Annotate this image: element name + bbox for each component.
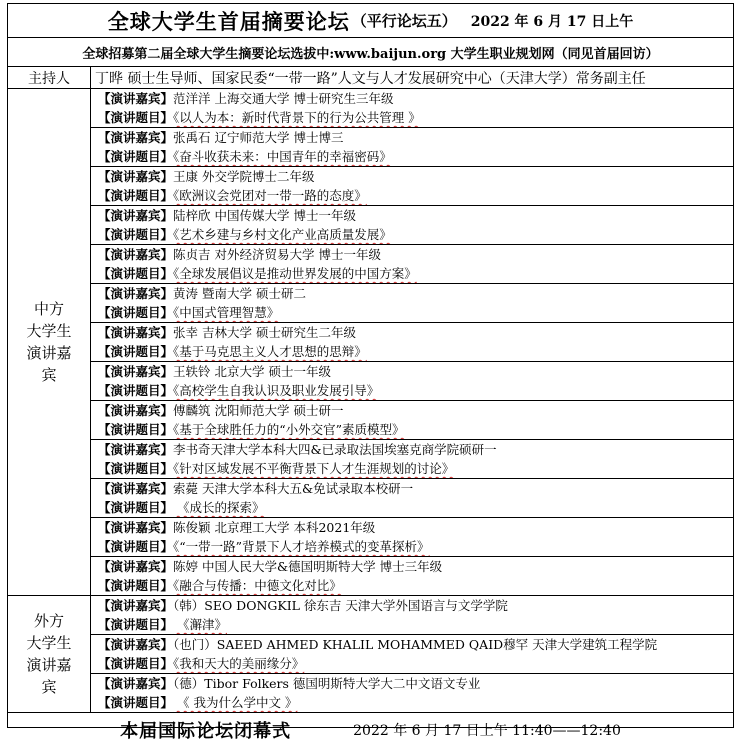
foreign-speaker-list: [91, 596, 733, 712]
speaker-entry: [91, 128, 733, 167]
speaker-tag: 【演讲嘉宾】: [98, 247, 174, 262]
speaker-info: （也门）SAEED AHMED KHALIL MOHAMMED QAID穆罕 天津大学建筑工程学院: [173, 637, 658, 652]
speaker-tag: 【演讲嘉宾】: [98, 91, 174, 106]
speaker-tag: 【演讲嘉宾】: [98, 481, 174, 496]
speaker-info: 黄涛 暨南大学 硕士研二: [173, 286, 306, 301]
speaker-tag: 【演讲嘉宾】: [98, 442, 174, 457]
recruitment-text: 全球招募第二届全球大学生摘要论坛选拔中:www.baijun.org 大学生职业规划网（同见首届回访）: [82, 46, 659, 62]
speaker-tag: 【演讲嘉宾】: [98, 130, 174, 145]
talk-topic: 《以人为本：新时代背景下的行为公共管理 》: [173, 110, 421, 125]
talk-topic: 《全球发展倡议是推动世界发展的中国方案》: [173, 266, 417, 281]
speaker-entry: [91, 596, 733, 635]
topic-line: [91, 654, 733, 673]
topic-line: [91, 303, 733, 322]
host-label: 主持人: [8, 67, 91, 88]
speaker-line: [91, 245, 733, 264]
speaker-tag: 【演讲嘉宾】: [98, 598, 174, 613]
speaker-tag: 【演讲嘉宾】: [98, 520, 174, 535]
speaker-line: [91, 674, 733, 693]
foreign-section-label-line: 演讲嘉: [26, 656, 72, 674]
closing-title: 本届国际论坛闭幕式: [120, 720, 292, 742]
speaker-line: [91, 89, 733, 108]
speaker-entry: [91, 674, 733, 712]
speaker-entry: [91, 635, 733, 674]
chinese-section-label-line: 大学生: [26, 322, 72, 340]
topic-line: [91, 108, 733, 127]
speaker-tag: 【演讲嘉宾】: [98, 403, 174, 418]
topic-line: [91, 264, 733, 283]
topic-line: [91, 147, 733, 166]
speaker-info: 李书奇天津大学本科大四&已录取法国埃塞克商学院硕研一: [173, 442, 497, 457]
talk-topic: 《欧洲议会党团对一带一路的态度》: [173, 188, 367, 203]
talk-topic: 《“一带一路”背景下人才培养模式的变革探析》: [173, 539, 430, 554]
topic-line: [91, 342, 733, 361]
speaker-tag: 【演讲嘉宾】: [98, 637, 174, 652]
topic-tag: 【演讲题目】: [98, 305, 174, 320]
speaker-tag: 【演讲嘉宾】: [98, 364, 174, 379]
topic-tag: 【演讲题目】: [98, 266, 174, 281]
speaker-entry: [91, 284, 733, 323]
speaker-line: [91, 128, 733, 147]
speaker-entry: [91, 362, 733, 401]
speaker-entry: [91, 479, 733, 518]
talk-topic: 《基于马克思主义人才思想的思辩》: [173, 344, 367, 359]
talk-topic: 《高校学生自我认识及职业发展引导》: [173, 383, 380, 398]
foreign-section-label: [8, 596, 91, 712]
speaker-line: [91, 167, 733, 186]
host-row: [8, 67, 733, 89]
talk-topic: 《成长的探索》: [173, 500, 265, 515]
speaker-line: [91, 401, 733, 420]
topic-tag: 【演讲题目】: [98, 149, 174, 164]
topic-line: [91, 420, 733, 439]
talk-topic: 《基于全球胜任力的“小外交官”素质模型》: [173, 422, 405, 437]
topic-line: [91, 381, 733, 400]
host-text: 丁晔 硕士生导师、国家民委“一带一路”人文与人才发展研究中心（天津大学）常务副主任: [95, 70, 646, 87]
speaker-info: 王康 外交学院博士二年级: [173, 169, 315, 184]
topic-tag: 【演讲题目】: [98, 578, 174, 593]
topic-tag: 【演讲题目】: [98, 344, 174, 359]
topic-tag: 【演讲题目】: [98, 227, 174, 242]
talk-topic: 《 我为什么学中文 》: [173, 695, 298, 710]
speaker-info: （德）Tibor Folkers 德国明斯特大学大二中文语文专业: [173, 676, 481, 691]
speaker-line: [91, 440, 733, 459]
topic-tag: 【演讲题目】: [98, 500, 174, 515]
chinese-speakers-section: [8, 89, 733, 596]
speaker-tag: 【演讲嘉宾】: [98, 286, 174, 301]
speaker-entry: [91, 167, 733, 206]
speaker-entry: [91, 206, 733, 245]
talk-topic: 《奋斗收获未来：中国青年的幸福密码》: [173, 149, 392, 164]
speaker-tag: 【演讲嘉宾】: [98, 208, 174, 223]
topic-line: [91, 459, 733, 478]
chinese-speaker-list: [91, 89, 733, 595]
foreign-speakers-section: [8, 596, 733, 713]
speaker-tag: 【演讲嘉宾】: [98, 325, 174, 340]
closing-time: 2022 年 6 月 17 日上午 11:40——12:40: [353, 722, 621, 739]
speaker-info: 陈俊颖 北京理工大学 本科2021年级: [173, 520, 376, 535]
forum-date: 2022 年 6 月 17 日上午: [470, 13, 634, 30]
speaker-info: 陈婷 中国人民大学&德国明斯特大学 博士三年级: [173, 559, 443, 574]
speaker-tag: 【演讲嘉宾】: [98, 676, 174, 691]
topic-tag: 【演讲题目】: [98, 695, 174, 710]
topic-tag: 【演讲题目】: [98, 110, 174, 125]
speaker-info: 陆梓欣 中国传媒大学 博士一年级: [173, 208, 356, 223]
talk-topic: 《中国式管理智慧》: [173, 305, 280, 320]
chinese-section-label-line: 中方: [33, 300, 64, 318]
speaker-entry: [91, 518, 733, 557]
topic-line: [91, 693, 733, 712]
topic-line: [91, 498, 733, 517]
talk-topic: 《融合与传播：中德文化对比》: [173, 578, 342, 593]
topic-line: [91, 576, 733, 595]
speaker-line: [91, 479, 733, 498]
speaker-line: [91, 557, 733, 576]
speaker-line: [91, 362, 733, 381]
talk-topic: 《艺术乡建与乡村文化产业高质量发展》: [173, 227, 392, 242]
topic-line: [91, 537, 733, 556]
talk-topic: 《澥津》: [173, 617, 227, 632]
topic-tag: 【演讲题目】: [98, 656, 174, 671]
speaker-info: 张禹石 辽宁师范大学 博士博三: [173, 130, 344, 145]
speaker-line: [91, 284, 733, 303]
speaker-info: 索薨 天津大学本科大五&免试录取本校研一: [173, 481, 414, 496]
speaker-entry: [91, 245, 733, 284]
topic-tag: 【演讲题目】: [98, 188, 174, 203]
closing-row: [8, 713, 733, 746]
speaker-entry: [91, 323, 733, 362]
topic-tag: 【演讲题目】: [98, 461, 174, 476]
topic-tag: 【演讲题目】: [98, 422, 174, 437]
speaker-info: 范洋洋 上海交通大学 博士研究生三年级: [173, 91, 394, 106]
foreign-section-label-line: 大学生: [26, 634, 72, 652]
foreign-section-label-line: 宾: [41, 678, 57, 696]
forum-title: 全球大学生首届摘要论坛: [107, 8, 350, 34]
chinese-section-label: [8, 89, 91, 595]
topic-line: [91, 225, 733, 244]
speaker-info: 王轶铃 北京大学 硕士一年级: [173, 364, 331, 379]
speaker-line: [91, 323, 733, 342]
topic-tag: 【演讲题目】: [98, 617, 174, 632]
recruitment-line: [8, 38, 733, 67]
chinese-section-label-line: 宾: [41, 366, 57, 384]
title-row: [8, 4, 733, 38]
speaker-line: [91, 635, 733, 654]
topic-tag: 【演讲题目】: [98, 539, 174, 554]
forum-schedule-table: [7, 3, 734, 742]
speaker-tag: 【演讲嘉宾】: [98, 169, 174, 184]
speaker-info: 傅麟筑 沈阳师范大学 硕士研一: [173, 403, 344, 418]
foreign-section-label-line: 外方: [33, 612, 64, 630]
talk-topic: 《针对区域发展不平衡背景下人才生涯规划的讨论》: [173, 461, 455, 476]
speaker-entry: [91, 401, 733, 440]
speaker-tag: 【演讲嘉宾】: [98, 559, 174, 574]
chinese-section-label-line: 演讲嘉: [26, 344, 72, 362]
topic-line: [91, 615, 733, 634]
speaker-entry: [91, 557, 733, 595]
speaker-line: [91, 518, 733, 537]
speaker-entry: [91, 89, 733, 128]
speaker-info: （韩）SEO DONGKIL 徐东吉 天津大学外国语言与文学学院: [173, 598, 508, 613]
forum-subtitle: （平行论坛五）: [351, 12, 457, 30]
speaker-entry: [91, 440, 733, 479]
talk-topic: 《我和天大的美丽缘分》: [173, 656, 305, 671]
speaker-line: [91, 206, 733, 225]
topic-tag: 【演讲题目】: [98, 383, 174, 398]
speaker-info: 张幸 吉林大学 硕士研究生二年级: [173, 325, 356, 340]
speaker-line: [91, 596, 733, 615]
topic-line: [91, 186, 733, 205]
speaker-info: 陈贞吉 对外经济贸易大学 博士一年级: [173, 247, 381, 262]
